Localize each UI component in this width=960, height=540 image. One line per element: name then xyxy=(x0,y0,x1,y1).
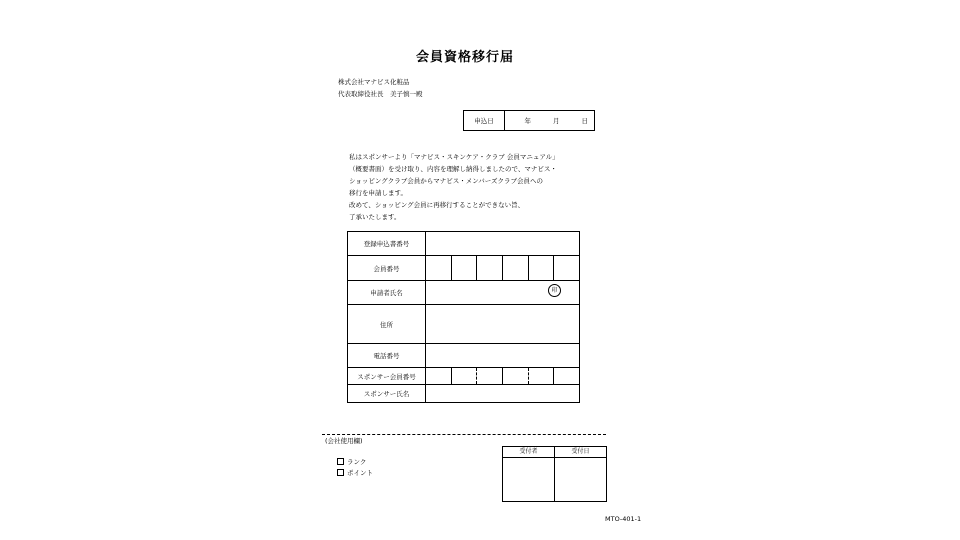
month-label: 月 xyxy=(553,117,560,125)
table-row xyxy=(348,344,580,368)
sponsor-no-label: スポンサー会員番号 xyxy=(348,368,426,385)
table-row xyxy=(348,385,580,403)
applicant-name-label: 申請者氏名 xyxy=(348,281,426,305)
document-title: 会員資格移行届 xyxy=(415,50,514,65)
point-label: ポイント xyxy=(347,469,373,477)
member-no-label: 会員番号 xyxy=(348,256,426,281)
application-form-table xyxy=(347,231,580,403)
address-label: 住所 xyxy=(348,305,426,344)
statement-line: 改めて、ショッピング会員に再移行することができない旨、 xyxy=(349,201,525,209)
table-row xyxy=(348,305,580,344)
checkbox-icon xyxy=(337,469,344,476)
member-no-field[interactable] xyxy=(426,256,580,281)
table-row xyxy=(348,281,580,305)
phone-field[interactable] xyxy=(426,344,580,368)
statement-line: 了承いたします。 xyxy=(349,213,401,221)
table-row xyxy=(348,256,580,281)
recipient-company: 株式会社マナビス化粧品 xyxy=(338,78,410,86)
point-checkbox[interactable] xyxy=(337,468,373,477)
application-date-value[interactable] xyxy=(505,111,594,130)
reception-box xyxy=(502,446,607,502)
received-date-field[interactable] xyxy=(555,458,606,501)
registration-no-label: 登録申込書番号 xyxy=(348,232,426,256)
year-label: 年 xyxy=(524,117,531,125)
day-label: 日 xyxy=(581,117,588,125)
received-by-field[interactable] xyxy=(503,458,554,501)
application-date-box[interactable] xyxy=(463,110,595,131)
statement-line: ショッピングクラブ会員からマナビス・メンバーズクラブ会員への xyxy=(349,177,543,185)
application-date-label: 申込日 xyxy=(464,111,505,130)
recipient-representative: 代表取締役社長 美子慎一殿 xyxy=(338,90,423,98)
table-row xyxy=(348,368,580,385)
statement-line: （概要書面）を受け取り、内容を理解し納得しましたので、マナビス・ xyxy=(349,165,557,173)
registration-no-field[interactable] xyxy=(426,232,580,256)
office-use-label: (会社使用欄) xyxy=(325,437,363,445)
cut-line xyxy=(322,434,606,435)
sponsor-name-label: スポンサー氏名 xyxy=(348,385,426,403)
table-row xyxy=(348,232,580,256)
received-by-label: 受付者 xyxy=(503,447,554,458)
phone-label: 電話番号 xyxy=(348,344,426,368)
sponsor-no-field[interactable] xyxy=(426,368,580,385)
form-code: MTO-401-1 xyxy=(605,515,642,523)
checkbox-icon xyxy=(337,458,344,465)
seal-mark-icon: 印 xyxy=(548,284,561,297)
statement-line: 移行を申請します。 xyxy=(349,189,407,197)
address-field[interactable] xyxy=(426,305,580,344)
sponsor-name-field[interactable] xyxy=(426,385,580,403)
rank-label: ランク xyxy=(347,458,367,466)
applicant-name-field[interactable] xyxy=(426,281,580,305)
statement-line: 私はスポンサーより「マナビス・スキンケア・クラブ 会員マニュアル」 xyxy=(349,153,559,161)
rank-checkbox[interactable] xyxy=(337,457,366,466)
received-date-label: 受付日 xyxy=(555,447,606,458)
